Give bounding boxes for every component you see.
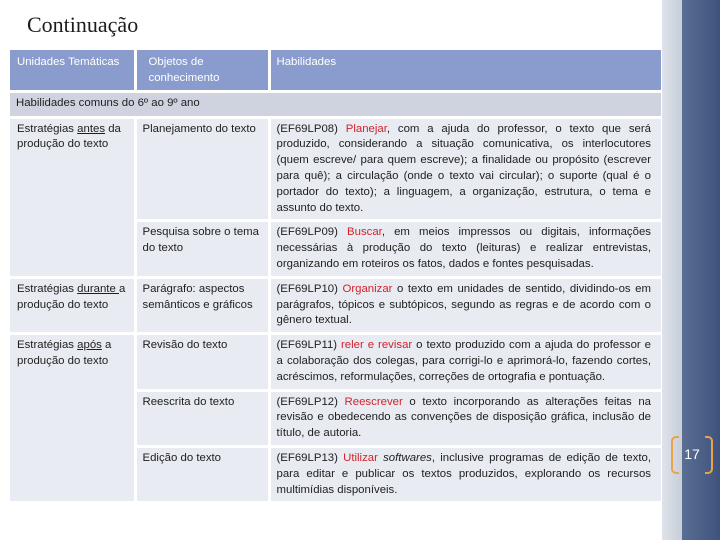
skill-cell: [269, 117, 661, 221]
skills-table: [10, 50, 661, 504]
unit-emphasis: durante: [77, 282, 119, 295]
header-objetos-conhecimento: Objetos de conhecimento: [135, 50, 269, 91]
object-cell: Pesquisa sobre o tema do texto: [135, 221, 269, 277]
unit-emphasis: antes: [77, 122, 106, 135]
unit-text: Estratégias: [17, 339, 78, 352]
object-cell: Edição do texto: [135, 446, 269, 502]
table-row: [10, 334, 661, 390]
skill-code: (EF69LP11): [276, 339, 342, 352]
header-habilidades: Habilidades: [269, 50, 661, 91]
skill-cell: [269, 446, 661, 502]
skill-code: (EF69LP10): [276, 282, 343, 295]
table-row: [10, 277, 661, 333]
skill-verb: Reescrever: [344, 395, 403, 408]
unit-text: a produção do texto: [17, 282, 126, 311]
skill-code: (EF69LP13): [276, 451, 344, 464]
skill-cell: [269, 390, 661, 446]
unit-text: da produção do texto: [17, 122, 121, 151]
skill-code: (EF69LP08): [276, 122, 346, 135]
unit-cell: [10, 277, 135, 333]
skill-text: o texto incorporando as alterações feitas na revisão e obedecendo as convenções de disposição gráfica, inclusão de título, de autoria.: [276, 395, 651, 440]
skill-code: (EF69LP09): [276, 226, 348, 239]
unit-cell: [10, 334, 135, 503]
left-bracket-icon: [671, 436, 679, 474]
right-bracket-icon: [705, 436, 713, 474]
skill-code: (EF69LP12): [276, 395, 345, 408]
section-label: Habilidades comuns do 6º ao 9º ano: [10, 91, 661, 117]
skill-text: o texto produzido com a ajuda do professor e a colaboração dos colegas, para corrigi-lo e aprimorá-lo, fazendo cortes, acréscimos, reformulações, correções de ortografia e pontuação.: [276, 339, 651, 383]
header-unidades-tematicas: Unidades Temáticas: [10, 50, 135, 91]
skill-verb: Planejar: [345, 122, 387, 135]
skill-verb: Organizar: [342, 282, 393, 295]
object-cell: Revisão do texto: [135, 334, 269, 390]
object-cell: Planejamento do texto: [135, 117, 269, 221]
table-row: [10, 117, 661, 221]
object-cell: Parágrafo: aspectos semânticos e gráficos: [135, 277, 269, 333]
skill-text-italic: softwares: [383, 451, 432, 464]
skill-verb: reler e revisar: [341, 339, 413, 352]
page-title: Continuação: [27, 12, 139, 37]
page-number: 17: [684, 446, 700, 462]
unit-text: Estratégias: [17, 122, 78, 135]
skill-text: , com a ajuda do professor, o texto que será produzido, considerando a situação comunicativa, os interlocutores (quem escreve/ para quem escreve); a finalidade ou propósito (escrever para quê); a circulação (onde o texto vai circular); o suporte (qual é o portador do texto); a linguagem, a organização, estrutura, o tema e assunto do texto.: [276, 122, 651, 214]
skill-cell: [269, 277, 661, 333]
section-row: [10, 91, 661, 117]
unit-emphasis: após: [77, 339, 102, 352]
skill-cell: [269, 334, 661, 390]
table-header-row: [10, 50, 661, 91]
page-number-badge: [668, 434, 716, 474]
skill-cell: [269, 221, 661, 277]
unit-text: Estratégias: [17, 282, 78, 295]
object-cell: Reescrita do texto: [135, 390, 269, 446]
unit-cell: [10, 117, 135, 277]
skill-text: , em meios impressos ou digitais, informações necessárias à produção do texto (leituras) e realizar entrevistas, organizando em roteiros os fatos, dados e fontes pesquisadas.: [276, 226, 651, 270]
skill-text: o texto em unidades de sentido, dividindo-os em parágrafos, tópicos e subtópicos, segundo as regras e de acordo com o gênero textual.: [276, 282, 651, 327]
skill-verb: Buscar: [347, 226, 382, 239]
unit-text: a produção do texto: [17, 339, 112, 367]
skill-verb: Utilizar: [343, 451, 378, 464]
skill-text: , inclusive programas de edição de texto, para editar e publicar os textos produzidos, explorando os recursos multimídias disponíveis.: [276, 451, 651, 496]
